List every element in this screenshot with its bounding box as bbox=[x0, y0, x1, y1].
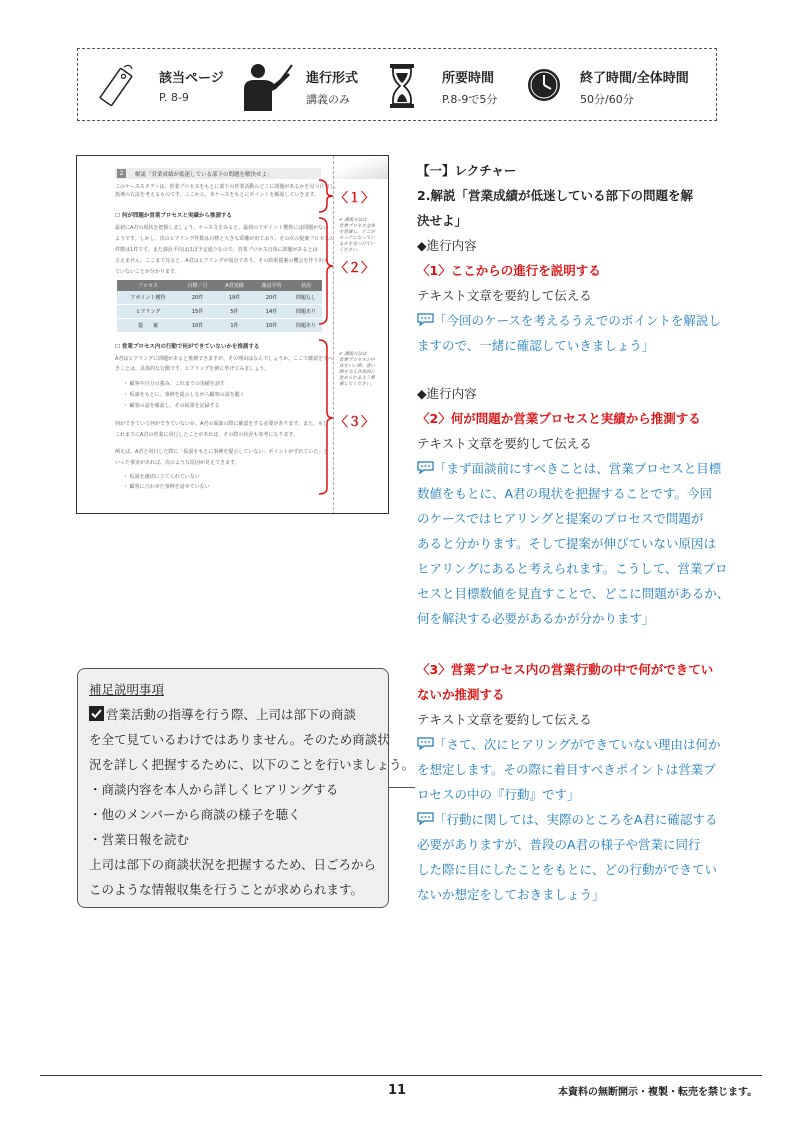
supplement-line-8: このような情報収集を行うことが求められます。 bbox=[89, 882, 364, 897]
thumb-bullet: ・ 顧客に合わせた事例を話せていない bbox=[123, 484, 210, 490]
thumb-table-header: プロセス bbox=[137, 283, 158, 289]
thumb-p3-line: これまでにA君の営業に同行したことがあれば、その際の状況も参考になります。 bbox=[115, 432, 299, 438]
bracket-label-1: 〈１〉 bbox=[335, 191, 375, 206]
header-time-title: 所要時間 bbox=[442, 71, 495, 86]
lecture-subtitle-1: 2.解説「営業成績が低迷している部下の問題を解 bbox=[417, 188, 693, 203]
textbook-page-thumbnail bbox=[76, 155, 389, 514]
thumb-process-table bbox=[117, 280, 322, 332]
step-1-heading: 〈1〉ここからの進行を説明する bbox=[417, 263, 601, 278]
thumb-heading-2: ☐ 営業プロセス内の行動で何ができていないかを推測する bbox=[115, 344, 260, 350]
supplement-connector-line bbox=[389, 787, 415, 788]
thumb-table-cell: アポイント獲得 bbox=[130, 295, 166, 301]
bracket-label-3: 〈３〉 bbox=[335, 415, 375, 430]
thumb-p1-line: 最初にA君の現状を把握しましょう。ケース文をみると、最初のアポイント獲得には問題がない bbox=[115, 225, 329, 231]
thumb-p4-line: いった事実があれば、次のような原因が見えてきます。 bbox=[115, 460, 240, 466]
step-2-section bbox=[417, 381, 737, 631]
lecture-section bbox=[417, 158, 737, 358]
thumb-note-2: ✔ 講義方法は 営業プロセスの中 身をいい例、悪い 例を交え具体的に 進められるよう準 備してください。 bbox=[339, 352, 375, 387]
thumb-bullet: ・ 顧客や自分の強み、これまでの実績を話す bbox=[123, 381, 225, 387]
thumb-table-cell: 提 案 bbox=[137, 323, 158, 329]
lecture-title: 【一】レクチャー bbox=[417, 163, 517, 178]
thumb-table-cell: 10件 bbox=[265, 323, 278, 329]
header-format-title: 進行形式 bbox=[306, 71, 359, 86]
header-endtime-value: 50分/60分 bbox=[580, 93, 634, 106]
hourglass-icon bbox=[388, 63, 416, 109]
page-number: 11 bbox=[388, 1083, 407, 1098]
thumb-table-cell: 5件 bbox=[230, 309, 239, 315]
thumb-bullet: ・ 仮説をもとに、事例を提示しながら顧客の話を聴く bbox=[123, 392, 245, 398]
header-format-value: 講義のみ bbox=[306, 93, 350, 106]
supplement-line-3: 況を詳しく把握するために、以下のことを行いましょう。 bbox=[89, 757, 415, 772]
thumb-heading-1: ☐ 何が問題か営業プロセスと実績から推測する bbox=[115, 213, 232, 219]
thumb-section-number: 2 bbox=[117, 169, 126, 178]
thumb-p1-line: ていないことが分かります。 bbox=[115, 269, 180, 275]
supplement-line-1: 営業活動の指導を行う際、上司は部下の商談 bbox=[89, 702, 356, 727]
thumb-table-header: 状況 bbox=[300, 283, 311, 289]
thumb-table-cell: ヒアリング bbox=[135, 309, 161, 315]
thumb-p1-line: 言えません。ここまで見ると、A君はヒアリングが弱点であり、その結果提案の機会を作り出せ bbox=[115, 258, 329, 264]
thumb-p2-line: きことは、具体的な行動です。ヒアリングを例に挙げてみましょう。 bbox=[115, 366, 270, 372]
step-3-section bbox=[417, 657, 737, 907]
thumb-red-brackets bbox=[317, 176, 389, 496]
summary-instruction-2: テキスト文章を要約して伝える bbox=[417, 436, 592, 451]
step-3-heading-2: ないか推測する bbox=[417, 687, 505, 702]
thumb-table-cell: 15件 bbox=[191, 309, 204, 315]
speech-bubble-icon bbox=[417, 737, 434, 752]
thumb-bullet: ・ 顧客の話を確認し、その結果を記録する bbox=[123, 403, 220, 409]
header-page-title: 該当ページ bbox=[159, 71, 224, 86]
thumb-intro-2: 指導の方法を考えるものです。ここから、本ケースをもとにポイントを解説していきます。 bbox=[115, 192, 319, 198]
thumb-table-cell: 20件 bbox=[191, 295, 204, 301]
step-3-quote-b: 「行動に関しては、実際のところをA君に確認する 必要がありますが、普段のA君の様子や営業に同行 した際に目にしたことをもとに、どの行動ができてい ないか想定をしておきましょう」 bbox=[417, 812, 718, 902]
lecturer-icon bbox=[238, 61, 294, 111]
thumb-note-1: ✔ 講義方法は 営業プロセス全体 を意識し、どこが ネックになってい るかを見つけてい ください。 bbox=[339, 218, 375, 253]
lecture-subtitle-2: 決せよ」 bbox=[417, 213, 468, 228]
supplement-line-2: を全て見ているわけではありません。そのため商談状 bbox=[89, 732, 390, 747]
supplement-box bbox=[77, 668, 415, 908]
thumb-table-cell: 14件 bbox=[265, 309, 278, 315]
progress-label-2: ◆進行内容 bbox=[417, 386, 477, 401]
step-2-quote: 「まず面談前にすべきことは、営業プロセスと目標 数値をもとに、A君の現状を把握することです。今回 のケースではヒアリングと提案のプロセスで問題が あると分かります。そして提案が伸びていない原因は ヒアリングにあると考えられます。こうして、営業プロ セスと目標数値を見直すことで、どこに問題があるか、 何を解決する必要があるかが分かります」 bbox=[417, 461, 730, 626]
thumb-table-header: 目標／月 bbox=[187, 283, 208, 289]
thumb-table-header: A君実績 bbox=[225, 283, 244, 289]
thumb-bullet: ・ 仮説を適切に立てられていない bbox=[123, 474, 200, 480]
copyright-notice: 本資料の無断開示・複製・転売を禁じます。 bbox=[558, 1087, 758, 1098]
summary-instruction-1: テキスト文章を要約して伝える bbox=[417, 288, 592, 303]
thumb-p4-line: 例えば、A君と同行した際に「仮説をもとに事例を提示していない」ポイントがずれていた」と bbox=[115, 449, 329, 455]
thumb-p2-line: A君はヒアリングに問題があると推測できますが、その理由はなんでしょうか。ここで確認をすべ bbox=[115, 356, 334, 362]
supplement-bullet-2: ・他のメンバーから商談の様子を聴く bbox=[89, 807, 301, 822]
thumb-section-title: 解説「営業成績が低迷している部下の問題を解決せよ」 bbox=[135, 172, 273, 178]
step-3-heading-1: 〈3〉営業プロセス内の営業行動の中で何ができてい bbox=[417, 662, 714, 677]
bracket-label-2: 〈２〉 bbox=[335, 261, 375, 276]
thumb-table-cell: 問題あり bbox=[295, 323, 316, 329]
step-2-heading: 〈2〉何が問題か営業プロセスと実績から推測する bbox=[417, 411, 701, 426]
header-endtime-title: 終了時間/全体時間 bbox=[580, 71, 689, 86]
footer-divider bbox=[40, 1075, 762, 1076]
progress-label-1: ◆進行内容 bbox=[417, 238, 477, 253]
step-3-quote-a: 「さて、次にヒアリングができていない理由は何か を想定します。その際に着目すべきポイントは営業プ ロセスの中の『行動』です」 bbox=[417, 737, 721, 802]
thumb-table-header: 課員平均 bbox=[261, 283, 282, 289]
clock-icon bbox=[526, 67, 562, 103]
thumb-p3-line: 何ができていて何ができていないか、A君の面談の際に確認をする必要があります。また、もし bbox=[115, 421, 329, 427]
speech-bubble-icon bbox=[417, 313, 434, 328]
speech-bubble-icon bbox=[417, 812, 434, 827]
thumb-table-cell: 10件 bbox=[191, 323, 204, 329]
thumb-table-cell: 問題あり bbox=[295, 309, 316, 315]
thumb-table-cell: 1件 bbox=[230, 323, 239, 329]
tag-icon bbox=[96, 63, 136, 111]
supplement-bullet-1: ・商談内容を本人から詳しくヒアリングする bbox=[89, 782, 339, 797]
supplement-bullet-3: ・営業日報を読む bbox=[89, 832, 190, 847]
checkbox-icon bbox=[89, 707, 106, 722]
thumb-table-cell: 20件 bbox=[265, 295, 278, 301]
thumb-table-cell: 問題なし bbox=[295, 295, 316, 301]
step-1-quote: 「今回のケースを考えるうえでのポイントを解説し ますので、一緒に確認していきましょう」 bbox=[417, 313, 721, 353]
header-page-value: P. 8-9 bbox=[159, 91, 189, 104]
supplement-line-7: 上司は部下の商談状況を把握するため、日ごろから bbox=[89, 857, 377, 872]
thumb-table-cell: 19件 bbox=[228, 295, 241, 301]
header-time-value: P.8-9で5分 bbox=[442, 93, 498, 106]
supplement-title: 補足説明事項 bbox=[89, 682, 165, 697]
info-header-box bbox=[77, 48, 717, 121]
thumb-intro-1: このケーススタディは、営業プロセスをもとに部下の営業活動のどこに問題があるかを見つけ出し、 bbox=[115, 184, 340, 190]
thumb-p1-line: 件数は1件です。また課員平均はほぼ予定通りなので、営業プロセス自体に問題があるとは bbox=[115, 247, 318, 253]
thumb-p1-line: ようです。しかし、次のヒアリング件数は目標と大きな乖離が出ており、その次の提案プロセスの bbox=[115, 236, 335, 242]
summary-instruction-3: テキスト文章を要約して伝える bbox=[417, 712, 592, 727]
speech-bubble-icon bbox=[417, 461, 434, 476]
